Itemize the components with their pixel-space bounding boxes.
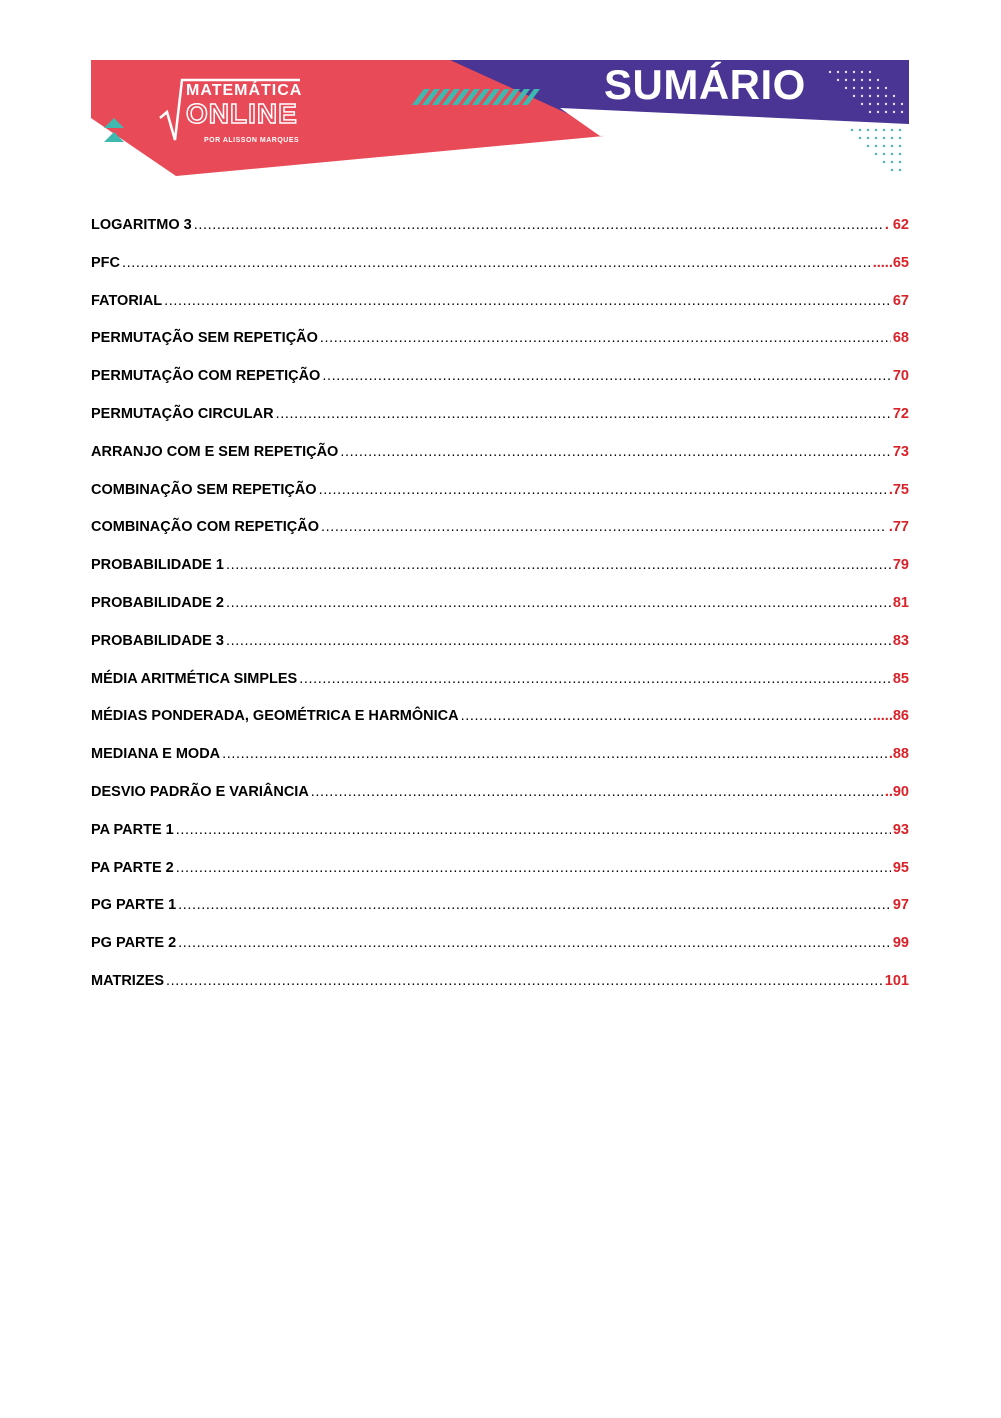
toc-dot-leader	[320, 323, 891, 353]
toc-entry-label: PG PARTE 2	[91, 935, 177, 952]
toc-dot-leader	[340, 437, 891, 467]
page-title: SUMÁRIO	[604, 61, 806, 108]
toc-entry-label: PA PARTE 2	[91, 859, 174, 876]
toc-dot-leader	[164, 286, 891, 316]
toc-entry-page: .....86	[872, 708, 909, 725]
toc-entry-label: ARRANJO COM E SEM REPETIÇÃO	[91, 443, 339, 460]
toc-entry-page: 97	[892, 897, 909, 914]
toc-entry-page: 95	[892, 859, 909, 876]
toc-entry-label: COMBINAÇÃO SEM REPETIÇÃO	[91, 481, 317, 498]
toc-entry-page: 67	[892, 292, 909, 309]
toc-entry-label: MATRIZES	[91, 972, 165, 989]
toc-dot-leader	[122, 248, 871, 278]
toc-dot-leader	[226, 588, 891, 618]
toc-dot-leader	[166, 966, 883, 996]
toc-dot-leader	[178, 890, 891, 920]
toc-dot-leader	[461, 701, 871, 731]
toc-dot-leader	[276, 399, 891, 429]
toc-entry-page: 85	[892, 670, 909, 687]
toc-entry-label: DESVIO PADRÃO E VARIÂNCIA	[91, 783, 309, 800]
toc-dot-leader	[176, 853, 891, 883]
logo-line3: POR ALISSON MARQUES	[204, 137, 300, 144]
toc-entry-page: 70	[892, 368, 909, 385]
toc-dot-leader	[194, 210, 883, 240]
toc-entry-page: .75	[888, 481, 909, 498]
toc-entry[interactable]	[91, 626, 909, 664]
toc-entry-label: PG PARTE 1	[91, 897, 177, 914]
toc-entry-label: COMBINAÇÃO COM REPETIÇÃO	[91, 519, 319, 536]
toc-dot-leader	[226, 626, 891, 656]
toc-entry-label: MEDIANA E MODA	[91, 746, 221, 763]
toc-entry-page: 79	[892, 557, 909, 574]
toc-entry[interactable]	[91, 286, 909, 324]
toc-entry-label: PROBABILIDADE 3	[91, 632, 224, 649]
toc-dot-leader	[311, 777, 883, 807]
table-of-contents	[91, 210, 909, 1004]
toc-entry-page: 73	[892, 443, 909, 460]
toc-entry[interactable]	[91, 890, 909, 928]
toc-entry-page: .77	[888, 519, 909, 536]
toc-entry-label: PROBABILIDADE 1	[91, 557, 224, 574]
toc-entry[interactable]	[91, 664, 909, 702]
toc-entry-label: FATORIAL	[91, 292, 163, 309]
toc-entry-page: 93	[892, 821, 909, 838]
toc-entry[interactable]	[91, 739, 909, 777]
header-banner	[0, 0, 1001, 200]
toc-entry-label: PERMUTAÇÃO SEM REPETIÇÃO	[91, 330, 318, 347]
toc-entry[interactable]	[91, 437, 909, 475]
toc-entry-page: 101	[884, 972, 909, 989]
toc-dot-leader	[299, 664, 891, 694]
toc-dot-leader	[321, 512, 887, 542]
toc-dot-leader	[176, 815, 891, 845]
toc-entry-page: 68	[892, 330, 909, 347]
toc-entry-label: MÉDIAS PONDERADA, GEOMÉTRICA E HARMÔNICA	[91, 708, 459, 725]
toc-entry[interactable]	[91, 399, 909, 437]
brand-logo	[160, 80, 320, 150]
logo-line1: MATEMÁTICA	[186, 82, 303, 99]
toc-entry-page: 99	[892, 935, 909, 952]
toc-entry-page: .88	[888, 746, 909, 763]
toc-entry[interactable]	[91, 361, 909, 399]
toc-entry[interactable]	[91, 928, 909, 966]
toc-entry-label: PA PARTE 1	[91, 821, 174, 838]
toc-entry-page: ..90	[884, 783, 909, 800]
toc-entry-label: PROBABILIDADE 2	[91, 594, 224, 611]
toc-entry[interactable]	[91, 512, 909, 550]
toc-entry-label: LOGARITMO 3	[91, 217, 192, 233]
banner-graphic	[0, 0, 1001, 200]
toc-entry[interactable]	[91, 248, 909, 286]
toc-entry[interactable]	[91, 853, 909, 891]
toc-entry-page: 72	[892, 405, 909, 422]
toc-entry-page: 83	[892, 632, 909, 649]
toc-entry-label: PERMUTAÇÃO COM REPETIÇÃO	[91, 368, 321, 385]
toc-entry-label: PERMUTAÇÃO CIRCULAR	[91, 405, 274, 422]
toc-entry[interactable]	[91, 550, 909, 588]
toc-entry[interactable]	[91, 701, 909, 739]
toc-entry-label: MÉDIA ARITMÉTICA SIMPLES	[91, 670, 298, 687]
toc-dot-leader	[322, 361, 891, 391]
toc-entry-page: 81	[892, 594, 909, 611]
toc-entry[interactable]	[91, 210, 909, 248]
toc-entry[interactable]	[91, 777, 909, 815]
logo-line2: ONLINE	[186, 98, 298, 129]
toc-entry-page: . 62	[884, 217, 909, 233]
toc-dot-leader	[222, 739, 887, 769]
toc-entry[interactable]	[91, 588, 909, 626]
toc-entry[interactable]	[91, 475, 909, 513]
toc-entry[interactable]	[91, 815, 909, 853]
toc-entry[interactable]	[91, 323, 909, 361]
toc-dot-leader	[226, 550, 891, 580]
toc-entry-page: .....65	[872, 254, 909, 271]
toc-entry-label: PFC	[91, 254, 120, 271]
toc-entry[interactable]	[91, 966, 909, 1004]
toc-dot-leader	[319, 475, 887, 505]
toc-dot-leader	[178, 928, 891, 958]
